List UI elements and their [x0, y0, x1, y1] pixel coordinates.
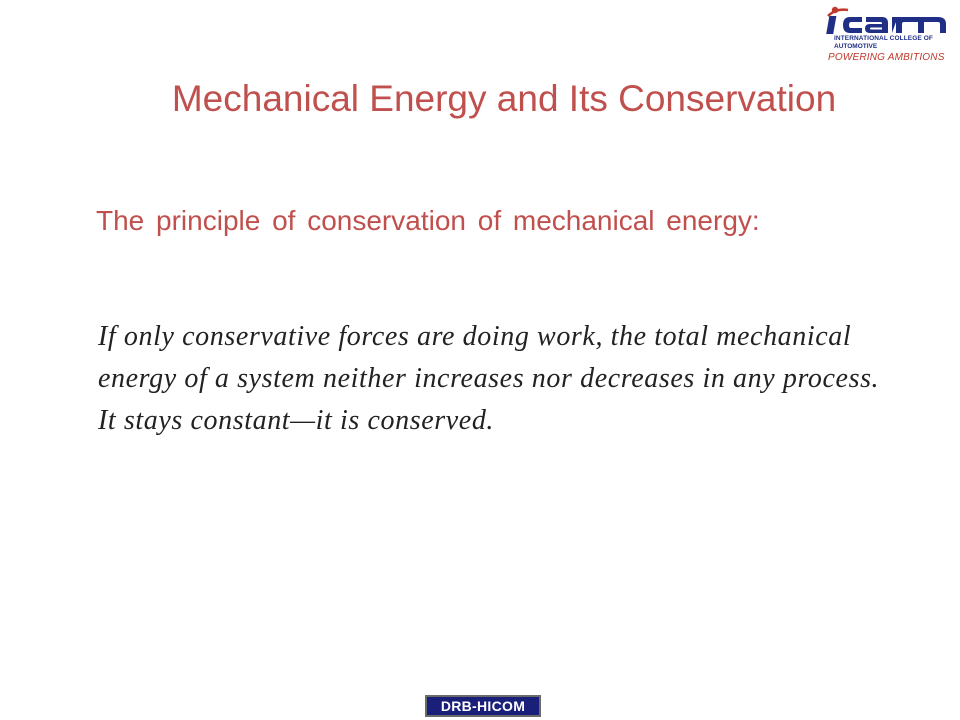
logo-line-2: AUTOMOTIVE [834, 43, 878, 50]
slide-subheading: The principle of conservation of mechanical energy: [96, 205, 760, 236]
logo-tagline: POWERING AMBITIONS [828, 52, 945, 63]
badge-label: DRB-HICOM [440, 698, 526, 714]
slide-body-text: If only conservative forces are doing work, the total mechanical energy of a system neither increases nor decreases in any process. It stays constant—it is conserved. [98, 321, 880, 436]
slide-title: Mechanical Energy and Its Conservation [171, 78, 837, 119]
logo-line-1: INTERNATIONAL COLLEGE OF [834, 35, 933, 42]
drb-hicom-badge [425, 695, 541, 717]
icam-logo [826, 4, 950, 68]
